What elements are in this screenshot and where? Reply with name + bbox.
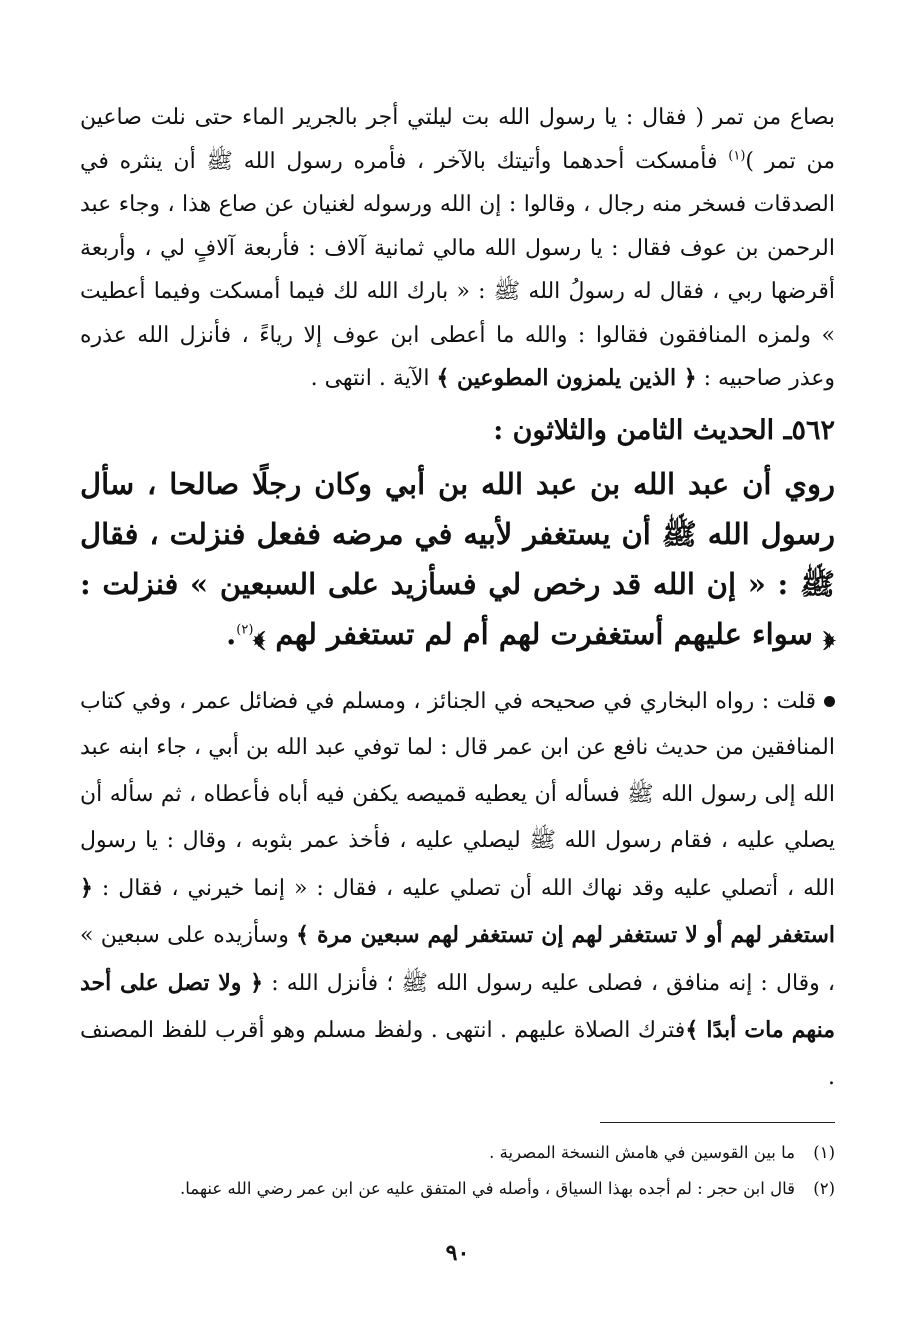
bullet-icon <box>824 696 835 707</box>
footnote-1 <box>80 1135 835 1171</box>
quran-verse: ﴿ الذين يلمزون المطوعين ﴾ <box>436 365 697 391</box>
hadith-end: . <box>226 616 237 651</box>
hadith-body: روي أن عبد الله بن عبد الله بن أبي وكان رجلًا صالحا ، سأل رسول الله ﷺ أن يستغفر لأبيه في مرضه ففعل فنزلت ، فقال ﷺ : « إن الله قد رخص لي فسأزيد على السبعين » فنزلت : ﴿ سواء عليهم أستغفرت لهم أم لم تستغفر لهم ﴾ <box>80 466 835 651</box>
intro-paragraph <box>80 96 835 401</box>
footnote-number: (٢) <box>813 1179 835 1198</box>
quran-verse-1: ﴿ استغفر لهم أو لا تستغفر لهم إن تستغفر لهم سبعين مرة ﴾ <box>80 874 835 948</box>
commentary-text-1: قلت : رواه البخاري في صحيحه في الجنائز ، ومسلم في فضائل عمر ، وفي كتاب المنافقين من حديث نافع عن ابن عمر قال : لما توفي عبد الله بن أبي ، جاء ابنه عبد الله إلى رسول الله ﷺ فسأله أن يعطيه قميصه يكفن فيه أباه فأعطاه ، ثم سأله أن يصلي عليه ، فقام رسول الله ﷺ ليصلي عليه ، فأخذ عمر بثوبه ، وقال : يا رسول الله ، أتصلي عليه وقد نهاك الله أن تصلي عليه ، فقال : « إنما خيرني ، فقال : <box>80 688 835 901</box>
footnote-text: ما بين القوسين في هامش النسخة المصرية . <box>489 1143 795 1162</box>
footnote-number: (١) <box>813 1143 835 1162</box>
footnote-text: قال ابن حجر : لم أجده بهذا السياق ، وأصله في المتفق عليه عن ابن عمر رضي الله عنهما. <box>180 1179 795 1198</box>
intro-text: بصاع من تمر ( فقال : يا رسول الله بت ليلتي أجر بالجرير الماء حتى نلت صاعين من تمر ) <box>80 105 835 174</box>
quran-verse-2: ﴿ ولا تصل على أحد منهم مات أبدًا ﴾ <box>80 969 835 1043</box>
hadith-heading: ٥٦٢ـ الحديث الثامن والثلاثون : <box>493 414 835 446</box>
footnote-2 <box>80 1171 835 1207</box>
commentary-text-3: فترك الصلاة عليهم . انتهى . ولفظ مسلم وهو أقرب للفظ المصنف . <box>80 1018 835 1090</box>
footnote-ref-1: (١) <box>728 148 746 164</box>
main-text <box>80 96 835 1101</box>
commentary-paragraph <box>80 679 835 1102</box>
page-number: ٩٠ <box>445 1240 470 1266</box>
footnote-divider <box>600 1122 835 1123</box>
footnotes <box>80 1135 835 1207</box>
intro-text-2: فأمسكت أحدهما وأتيتك بالآخر ، فأمره رسول الله ﷺ أن ينثره في الصدقات فسخر منه رجال ، وقالوا : إن الله ورسوله لغنيان عن صاع هذا ، وجاء عبد الرحمن بن عوف فقال : يا رسول الله مالي ثمانية آلاف : فأربعة آلافٍ لي ، وأربعة أقرضها ربي ، فقال له رسولُ الله ﷺ : « بارك الله لك فيما أمسكت وفيما أعطيت » ولمزه المنافقون فقالوا : والله ما أعطى ابن عوف إلا رياءً ، فأنزل الله عذره وعذر صاحبيه : <box>80 148 835 391</box>
intro-tail: الآية . انتهى . <box>310 366 437 391</box>
hadith-text <box>80 459 835 659</box>
footnote-ref-2: (٢) <box>236 621 254 637</box>
commentary-text-2: وسأزيده على سبعين » ، وقال : إنه منافق ، فصلى عليه رسول الله ﷺ ؛ فأنزل الله : <box>80 923 836 996</box>
